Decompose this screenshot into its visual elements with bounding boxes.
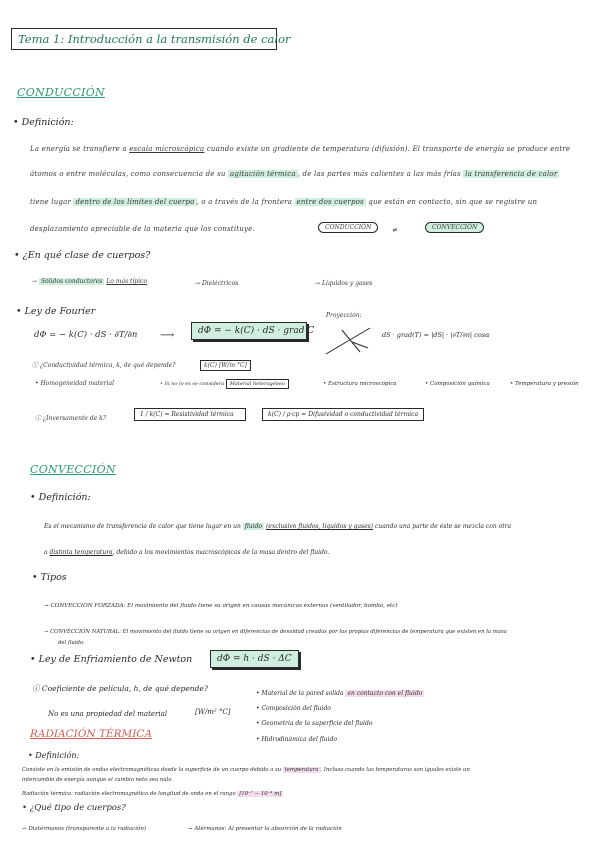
fourier-formula: dΦ = − k(C) · dS · ∂T/∂n bbox=[34, 330, 138, 340]
tipo-forzada: → CONVECCIÓN FORZADA: El movimiento del fluido tiene su origen en causas mecánicas externas (ventilador, bomba, etc) bbox=[44, 603, 398, 609]
fourier-arrow: ⟶ bbox=[160, 330, 175, 341]
radiacion-tipo-question: • ¿Qué tipo de cuerpos? bbox=[22, 803, 126, 813]
page-title: Tema 1: Introducción a la transmisión de calor bbox=[11, 28, 277, 50]
radiacion-def-line3: Radiación térmica: radiación electromagnética de longitud de onda en el rango [10⁻⁷ − 10⁻⁴ m] bbox=[22, 791, 282, 797]
coeficiente-note: No es una propiedad del material bbox=[48, 710, 168, 718]
radiacion-def-line1: Consiste en la emisión de ondas electromagnéticas desde la superficie de un cuerpo debido a su temperatura . Incluso cuando las temperaturas son iguales existe un bbox=[22, 767, 470, 773]
tipo-natural: → CONVECCIÓN NATURAL: El movimiento del fluido tiene su origen en diferencias de densidad creadas por las propias diferencias de temperatura que existen en la masa bbox=[44, 629, 507, 635]
cuerpos-solidos: → Sólidos conductores Lo más típico bbox=[32, 278, 148, 285]
dep-item-1: • Material de la pared sólida en contacto con el fluido bbox=[256, 690, 423, 697]
oval-separator: ≠ bbox=[392, 226, 399, 234]
oval-conveccion: CONVECCIÓN bbox=[425, 222, 484, 233]
dep-item-3: • Geometría de la superficie del fluido bbox=[256, 720, 373, 727]
radiacion-def-line2: intercambio de energía aunque el cambio neto sea nulo bbox=[22, 777, 172, 783]
proyeccion-label: Proyección: bbox=[326, 312, 362, 319]
conduccion-def-line4: desplazamiento apreciable de la materia que los constituye. bbox=[30, 225, 255, 233]
section-heading-radiacion: RADIACIÓN TÉRMICA bbox=[30, 728, 153, 740]
coeficiente-question: ⓘ Coeficiente de película, h, de qué depende? bbox=[32, 684, 208, 693]
section-heading-conveccion: CONVECCIÓN bbox=[30, 463, 116, 476]
dep-item-2: • Composición del fluido bbox=[256, 705, 331, 712]
conveccion-def-line2: a distinta temperatura, debido a los movimientos macroscópicos de la masa dentro del fluido. bbox=[44, 549, 330, 556]
difusividad-box: k(C) / ρ·cp = Difusividad o conductividad térmica bbox=[262, 408, 424, 421]
homogeneidad-item-3: • Composición química bbox=[425, 381, 490, 387]
oval-conduccion: CONDUCCIÓN bbox=[318, 222, 378, 233]
newton-label: • Ley de Enfriamiento de Newton bbox=[30, 654, 193, 665]
inversa-question: ⓘ ¿Inversamente de k? bbox=[35, 415, 106, 422]
conduccion-definicion-label: • Definición: bbox=[13, 117, 74, 128]
radiacion-tipo-1: → Diatérmanos (transparente a la radiación) bbox=[22, 826, 147, 832]
conductividad-question: ⓘ ¿Conductividad térmica, k, de qué depende? bbox=[32, 362, 176, 369]
homogeneidad-item-1: • Si no lo es se considera Material heterogéneo bbox=[160, 381, 289, 387]
tipos-label: • Tipos bbox=[32, 572, 67, 583]
homogeneidad-label: • Homogeneidad material bbox=[35, 380, 115, 387]
radiacion-definicion-label: • Definición: bbox=[28, 751, 80, 760]
conveccion-definicion-label: • Definición: bbox=[30, 492, 91, 503]
fourier-label: • Ley de Fourier bbox=[16, 306, 96, 317]
fourier-boxed-formula: dΦ = − k(C) · dS · grad C bbox=[191, 322, 307, 340]
cuerpos-question: • ¿En qué clase de cuerpos? bbox=[14, 250, 151, 261]
coeficiente-units: [W/m² °C] bbox=[195, 708, 231, 716]
conductividad-units: k(C) [W/m °C] bbox=[200, 360, 251, 371]
proyeccion-formula: dS · grad(T) = |dS| · |∂T/∂n| cosα bbox=[382, 331, 490, 339]
conduccion-def-line2: átomos o entre moléculas, como consecuencia de su agitación térmica , de las partes más calientes a las más frías la transferencia de calor bbox=[30, 170, 558, 178]
tipo-natural-cont: del fluido. bbox=[58, 640, 85, 646]
dep-item-4: • Hidrodinámica del fluido bbox=[256, 736, 338, 743]
cuerpos-dielectricos: → Dieléctricos bbox=[195, 280, 239, 287]
conduccion-def-line1: La energía se transfiere a escala microscópica cuando existe un gradiente de temperatura (difusión). El transporte de energía se produce entre bbox=[30, 145, 571, 153]
cuerpos-liquidos: → Líquidos y gases bbox=[315, 280, 373, 287]
radiacion-tipo-2: → Atérmanos: Al presentar la absorción de la radiación bbox=[188, 826, 342, 832]
conduccion-def-line3: tiene lugar dentro de los límites del cuerpo , o a través de la frontera entre dos cuerpos que están en contacto, sin que se registre un bbox=[30, 198, 538, 206]
homogeneidad-item-4: • Temperatura y presión bbox=[510, 381, 579, 387]
section-heading-conduccion: CONDUCCIÓN bbox=[17, 86, 105, 99]
newton-formula: dΦ = h · dS · ΔC bbox=[210, 650, 299, 668]
homogeneidad-item-2: • Estructura microscópica bbox=[323, 381, 397, 387]
conveccion-def-line1: Es el mecanismo de transferencia de calor que tiene lugar en un fluido (exclusivo fluidos, líquidos y gases) cuando una parte de éste se mezcla con otra bbox=[44, 523, 512, 530]
resistividad-box: 1 / k(C) = Resistividad térmica bbox=[134, 408, 246, 421]
proyeccion-sketch-icon bbox=[322, 322, 377, 358]
